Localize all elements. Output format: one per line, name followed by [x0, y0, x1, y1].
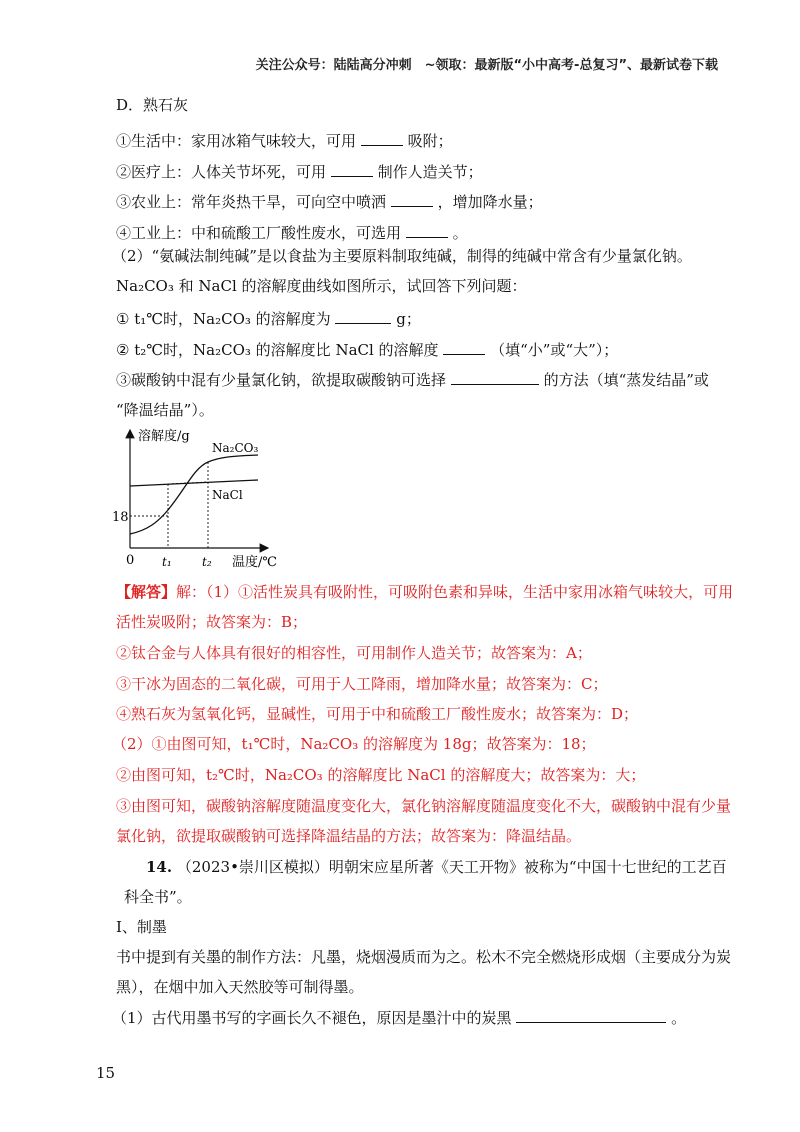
page-header: 关注公众号：陆陆高分冲刺 ~领取：最新版“小中高考-总复习”、最新试卷下载 — [255, 58, 718, 73]
option-d: D．熟石灰 — [116, 96, 189, 114]
question-14-line-2: 科全书”。 — [124, 888, 192, 906]
question-2-3-cont: “降温结晶”）。 — [116, 401, 214, 419]
question-14-line-1: 14. （2023•崇川区模拟）明朝宋应星所著《天工开物》被称为“中国十七世纪的工艺百 — [146, 858, 727, 876]
y-axis-label: 溶解度/g — [138, 429, 190, 444]
na2co3-label: Na₂CO₃ — [212, 441, 259, 455]
question-line-3: ③农业上：常年炎热干旱，可向空中喷洒 ，增加降水量； — [116, 193, 543, 211]
page-number: 15 — [96, 1064, 116, 1082]
y-tick-18: 18 — [112, 510, 129, 525]
question-line-4: ④工业上：中和硫酸工厂酸性废水，可选用 。 — [116, 224, 468, 242]
answer-blank[interactable] — [451, 370, 539, 385]
answer-blank[interactable] — [406, 223, 448, 238]
answer-blank[interactable] — [361, 131, 403, 146]
section-heading: Ⅰ、制墨 — [116, 918, 167, 936]
answer-line-7: ②由图可知，t₂℃时，Na₂CO₃ 的溶解度比 NaCl 的溶解度大；故答案为：大； — [116, 766, 646, 784]
answer-line-5: ④熟石灰为氢氧化钙，显碱性，可用于中和硫酸工厂酸性废水；故答案为：D； — [116, 705, 639, 723]
question-2-curve: Na₂CO₃ 和 NaCl 的溶解度曲线如图所示，试回答下列问题： — [116, 277, 527, 295]
x-tick-t1: t₁ — [162, 555, 172, 569]
question-2-intro: （2）“氨碱法制纯碱”是以食盐为主要原料制取纯碱，制得的纯碱中常含有少量氯化钠。 — [112, 247, 692, 265]
paragraph-line-1: 书中提到有关墨的制作方法：凡墨，烧烟漫质而为之。松木不完全燃烧形成烟（主要成分为炭 — [116, 948, 732, 966]
question-line-1: ①生活中：家用冰箱气味较大，可用 吸附； — [116, 132, 453, 150]
answer-blank[interactable] — [331, 162, 373, 177]
question-2-1: ① t₁℃时，Na₂CO₃ 的溶解度为 g； — [116, 310, 421, 328]
answer-blank[interactable] — [516, 1008, 666, 1023]
paragraph-line-2: 黑），在烟中加入天然胶等可制得墨。 — [116, 978, 364, 996]
question-2-2: ② t₂℃时，Na₂CO₃ 的溶解度比 NaCl 的溶解度 （填“小”或“大”）； — [116, 341, 619, 359]
answer-blank[interactable] — [335, 309, 391, 324]
answer-label: 【解答】 — [116, 583, 177, 601]
x-axis-label: 温度/℃ — [232, 555, 277, 570]
nacl-label: NaCl — [212, 488, 243, 502]
answer-line-3: ②钛合金与人体具有很好的相容性，可用制作人造关节；故答案为：A； — [116, 644, 592, 662]
question-number: 14. — [146, 858, 173, 876]
answer-line-2: 活性炭吸附；故答案为：B； — [116, 613, 308, 631]
x-tick-t2: t₂ — [202, 555, 212, 569]
question-line-2: ②医疗上：人体关节坏死，可用 制作人造关节； — [116, 163, 483, 181]
answer-line-4: ③干冰为固态的二氧化碳，可用于人工降雨，增加降水量；故答案为：C； — [116, 675, 608, 693]
question-2-3: ③碳酸钠中混有少量氯化钠，欲提取碳酸钠可选择 的方法（填“蒸发结晶”或 — [116, 371, 709, 389]
question-14-1: （1）古代用墨书写的字画长久不褪色，原因是墨汁中的炭黑 。 — [112, 1009, 687, 1027]
origin-label: 0 — [126, 553, 135, 568]
answer-blank[interactable] — [443, 340, 485, 355]
answer-line-6: （2）①由图可知，t₁℃时，Na₂CO₃ 的溶解度为 18g；故答案为：18； — [112, 735, 596, 753]
answer-line-8: ③由图可知，碳酸钠溶解度随温度变化大，氯化钠溶解度随温度变化不大，碳酸钠中混有少量 — [116, 797, 732, 815]
answer-line-1: 【解答】解：（1）①活性炭具有吸附性，可吸附色素和异味，生活中家用冰箱气味较大，可用 — [116, 583, 734, 601]
solubility-chart — [108, 424, 298, 572]
answer-blank[interactable] — [391, 192, 433, 207]
answer-line-9: 氯化钠，欲提取碳酸钠可选择降温结晶的方法；故答案为：降温结晶。 — [116, 827, 582, 845]
nacl-curve — [130, 480, 258, 486]
